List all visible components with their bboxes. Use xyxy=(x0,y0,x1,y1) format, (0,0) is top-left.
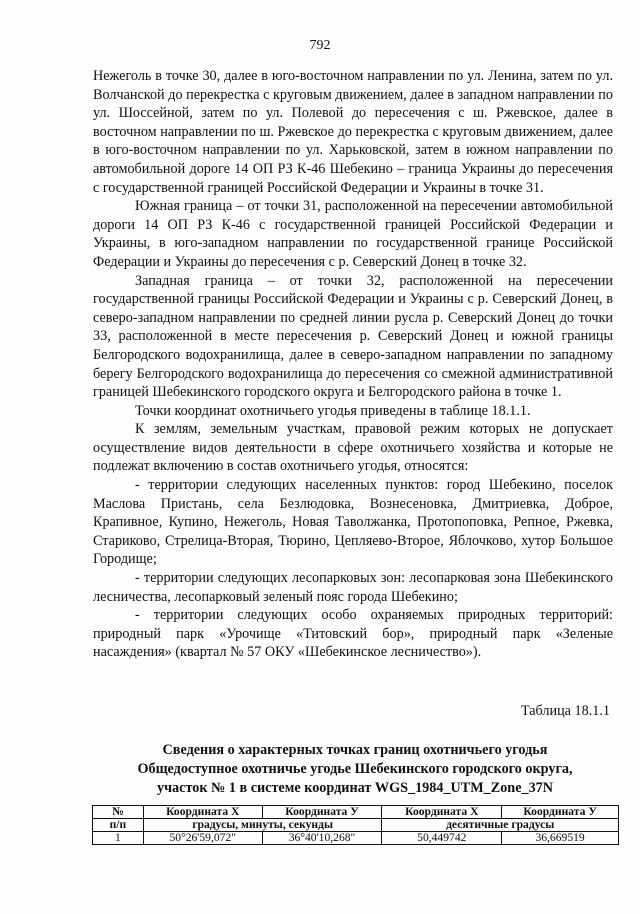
list-item-forest-park-zones: - территории следующих лесопарковых зон: лесопарковая зона Шебекинского лесничества, лесопарковый зеленый пояс города Шебекино; xyxy=(93,570,613,605)
list-item-settlements: - территории следующих населенных пунктов: город Шебекино, поселок Маслова Пристань, села Безлюдовка, Вознесеновка, Дмитриевка, Доброе, Крапивное, Купино, Нежеголь, Новая Таволжанка, Протопоповка, Репное, Ржевка, Стариково, Стрелица-Вторая, Тюрино, Цепляево-Второе, Яблочково, хутор Большое Городище; xyxy=(93,477,613,568)
paragraph-south-border: Южная граница – от точки 31, расположенной на пересечении автомобильной дороги 14 ОП РЗ К-46 с государственной границей Российской Федерации и Украины, в юго-западном направлении по государственной границе Российской Федерации и Украины до пересечения с р. Северский Донец в точке 32. xyxy=(93,198,613,270)
paragraph-west-border: Западная граница – от точки 32, расположенной на пересечении государственной границы Российской Федерации и Украины с р. Северский Донец, в северо-западном направлении по средней линии русла р. Северский Донец до точки 33, расположенной в месте пересечения р. Северский Донец и южной границы Белгородского водохранилища, далее в северо-западном направлении по западному берегу Белгородского водохранилища до пересечения со смежной административной границей Шебекинского городского округа и Белгородского района в точке 1. xyxy=(93,272,613,401)
list-item-protected-areas: - территории следующих особо охраняемых природных территорий: природный парк «Урочище «Титовский бор», природный парк «Зеленые насаждения» (квартал № 57 ОКУ «Шебекинское лесничество»). xyxy=(93,607,613,661)
cell-x-dms: 50°26'59,072" xyxy=(143,832,262,845)
header-y-dms: Координата У xyxy=(262,806,382,819)
page-number: 792 xyxy=(309,38,331,53)
body-text xyxy=(93,67,613,662)
table-title-line-2: Общедоступное охотничье угодье Шебекинского городского округа, xyxy=(137,761,573,777)
table-row xyxy=(93,832,619,845)
paragraph-table-reference: Точки координат охотничьего угодья приведены в таблице 18.1.1. xyxy=(135,402,531,419)
header-num-line-2: п/п xyxy=(93,819,144,832)
cell-x-dec: 50,449742 xyxy=(382,832,502,845)
header-y-dec: Координата У xyxy=(502,806,619,819)
table-title-line-3: участок № 1 в системе координат WGS_1984_UTM_Zone_37N xyxy=(156,780,554,796)
header-x-dms: Координата X xyxy=(143,806,262,819)
cell-y-dms: 36°40'10,268" xyxy=(262,832,382,845)
header-num: № xyxy=(93,806,144,819)
table-title xyxy=(92,741,618,798)
coordinates-table xyxy=(92,805,619,845)
header-group-dec: десятичные градусы xyxy=(382,819,619,832)
cell-num: 1 xyxy=(93,832,144,845)
header-group-dms: градусы, минуты, секунды xyxy=(143,819,382,832)
paragraph-continuation: Нежеголь в точке 30, далее в юго-восточном направлении по ул. Ленина, затем по ул. Волчанской до перекрестка с круговым движением, далее в западном направлении по ул. Шоссейной, затем по ул. Полевой до пересечения с ш. Ржевское, далее в восточном направлении по ш. Ржевское до перекрестка с круговым движением, далее в юго-восточном направлении по ул. Харьковской, затем в южном направлении по автомобильной дороге 14 ОП РЗ К-46 Шебекино – граница Украины до пересечения с государственной границей Российской Федерации и Украины в точке 31. xyxy=(93,68,613,196)
table-title-line-1: Сведения о характерных точках границ охотничьего угодья xyxy=(162,742,548,758)
paragraph-excluded-lands: К землям, земельным участкам, правовой режим которых не допускает осуществление видов деятельности в сфере охотничьего хозяйства и которые не подлежат включению в состав охотничьего угодья, относятся: xyxy=(93,421,613,475)
table-subheader-row xyxy=(93,819,619,832)
cell-y-dec: 36,669519 xyxy=(502,832,619,845)
header-x-dec: Координата X xyxy=(382,806,502,819)
table-header-row xyxy=(93,806,619,819)
table-caption: Таблица 18.1.1 xyxy=(520,703,610,719)
